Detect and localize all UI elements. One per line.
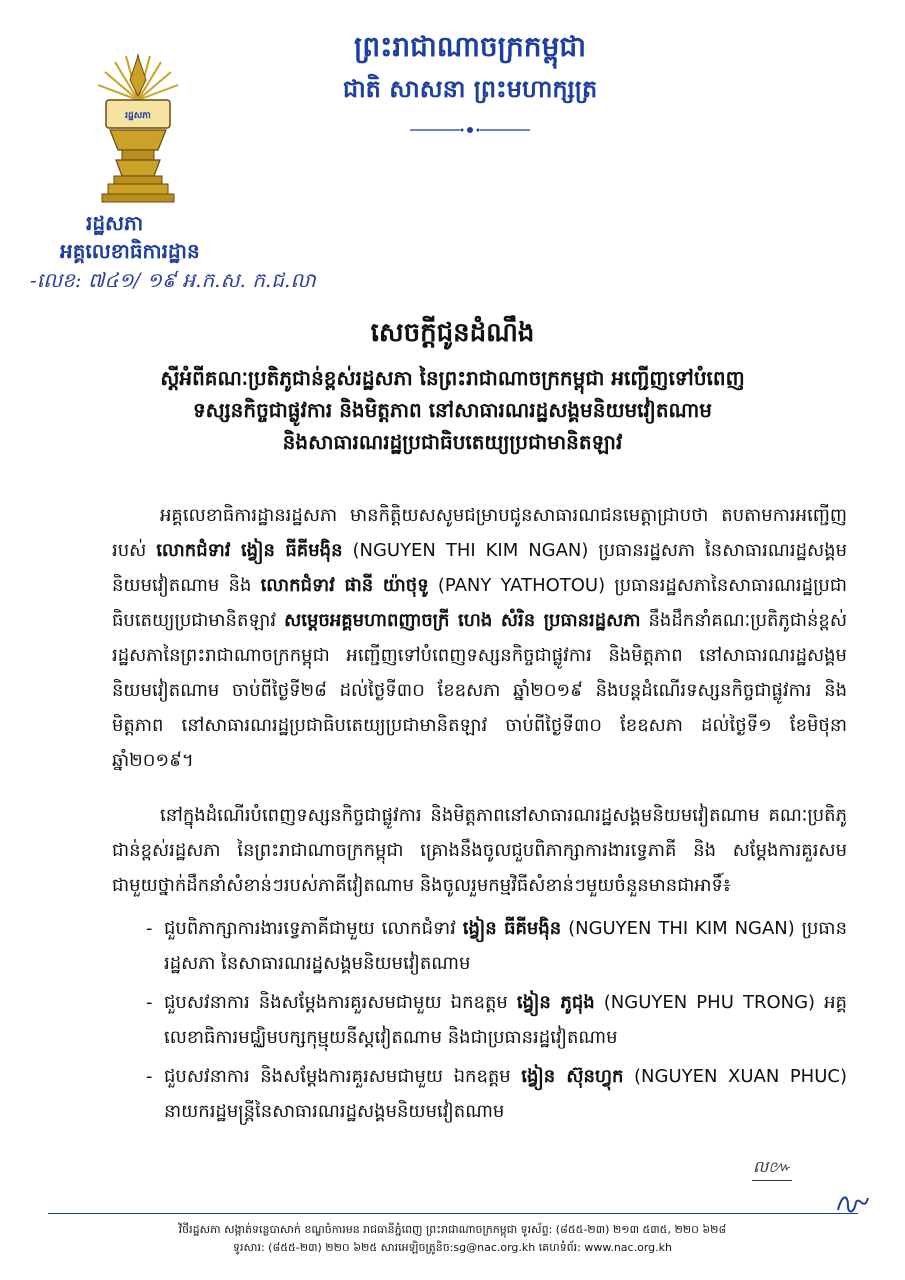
paragraph-announcement: អគ្គលេខាធិការដ្ឋានរដ្ឋសភា មានកិត្តិយសសូមជម្រាបជូនសាធារណជនមេត្តាជ្រាបថា តបតាមការអញ្ជើញរបស់ លោកជំទាវ ង្វៀន ធីគីមង៉ិន (NGUYEN THI KIM NGAN) ប្រធានរដ្ឋសភា នៃសាធារណរដ្ឋសង្គមនិយមវៀតណាម និង លោកជំទាវ ផានី យ៉ាថុទូ (PANY YATHOTOU) ប្រធានរដ្ឋសភានៃសាធារណរដ្ឋប្រជាធិបតេយ្យប្រជាមានិតឡាវ សម្តេចអគ្គមហាពញាចក្រី ហេង សំរិន ប្រធានរដ្ឋសភា នឹងដឹកនាំគណៈប្រតិភូជាន់ខ្ពស់រដ្ឋសភានៃព្រះរាជាណាចក្រកម្ពុជា អញ្ជើញទៅបំពេញទស្សនកិច្ចជាផ្លូវការ និងមិត្តភាព នៅសាធារណរដ្ឋសង្គមនិយមវៀតណាម ចាប់ពីថ្ងៃទី២៨ ដល់ថ្ងៃទី៣០ ខែឧសភា ឆ្នាំ២០១៩ និងបន្តដំណើរទស្សនកិច្ចជាផ្លូវការ និងមិត្តភាព នៅសាធារណរដ្ឋប្រជាធិបតេយ្យប្រជាមានិតឡាវ ចាប់ពីថ្ងៃទី៣០ ខែឧសភា ដល់ថ្ងៃទី១ ខែមិថុនា ឆ្នាំ២០១៩។ [112,505,847,771]
org-secretariat: អគ្គលេខាធិការដ្ឋាន [60,239,200,263]
name-nguyen-thi-kim-ngan: លោកជំទាវ ង្វៀន ធីគីមង៉ិន [156,540,343,561]
reference-number: -លេខ: ៧៤១/ ១៩ អ.ក.ស. ក.ជ.លា [30,268,316,292]
dash-bullet: - [146,918,153,939]
program-list [112,911,847,1129]
dash-bullet: - [146,992,153,1013]
paragraph-program: នៅក្នុងដំណើរបំពេញទស្សនកិច្ចជាផ្លូវការ និងមិត្តភាពនៅសាធារណរដ្ឋសង្គមនិយមវៀតណាម គណៈប្រតិភូជាន់ខ្ពស់រដ្ឋសភា នៃព្រះរាជាណាចក្រកម្ពុជា គ្រោងនឹងចូលជួបពិភាក្សាការងារទ្វេភាគី និង សម្តែងការគួរសមជាមួយថ្នាក់ដឹកនាំសំខាន់ៗរបស់ភាគីវៀតណាម និងចូលរួមកម្មវិធីសំខាន់ៗមួយចំនួនមានជាអាទិ៍៖ [112,805,847,896]
subject-line: ទស្សនកិច្ចជាផ្លូវការ និងមិត្តភាព នៅសាធារណរដ្ឋសង្គមនិយមវៀតណាម [192,398,712,422]
footer-rule [48,1213,858,1214]
document-body [112,498,847,1133]
dash-bullet: - [146,1066,153,1087]
kingdom-heading: ព្រះរាជាណាចក្រកម្ពុជា [353,30,586,63]
ornament-divider [405,120,535,140]
continuation-underline [752,1180,792,1181]
list-item: - ជួបពិភាក្សាការងារទ្វេភាគីជាមួយ លោកជំទាវ ង្វៀន ធីគីមង៉ិន (NGUYEN THI KIM NGAN) ប្រធានរដ្ឋសភា នៃសាធារណរដ្ឋសង្គមនិយមវៀតណាម [112,911,847,981]
subject-line: និងសាធារណរដ្ឋប្រជាធិបតេយ្យប្រជាមានិតឡាវ [282,430,623,454]
document-subject [60,362,845,458]
list-item: - ជួបសវនាការ និងសម្តែងការគួរសមជាមួយ ឯកឧត្តម ង្វៀន ភូជុង (NGUYEN PHU TRONG) អគ្គលេខាធិការមជ្ឈិមបក្សកុម្មុយនីស្តវៀតណាម និងជាប្រធានរដ្ឋវៀតណាម [112,985,847,1055]
footer-address: វិថីរដ្ឋសភា សង្កាត់ទន្លេបាសាក់ ខណ្ឌចំការមន រាជធានីភ្នំពេញ ព្រះរាជាណាចក្រកម្ពុជា ទូរស័ព្ទ: (៨៥៥-២៣) ២១៣ ៥៣៥, ២២០ ៦២៨ [178,1223,727,1236]
org-assembly: រដ្ឋសភា [86,211,144,235]
national-assembly-emblem [92,50,184,205]
continuation-mark: ល៚ [753,1157,791,1176]
subject-line: ស្តីអំពីគណៈប្រតិភូជាន់ខ្ពស់រដ្ឋសភា នៃព្រះរាជាណាចក្រកម្ពុជា អញ្ជើញទៅបំពេញ [160,366,745,390]
national-motto: ជាតិ សាសនា ព្រះមហាក្សត្រ [342,74,598,103]
name-heng-samrin: សម្តេចអគ្គមហាពញាចក្រី ហេង សំរិន ប្រធានរដ្ឋសភា [284,610,641,631]
list-item: - ជួបសវនាការ និងសម្តែងការគួរសមជាមួយ ឯកឧត្តម ង្វៀន ស៊ុនហ្វុក (NGUYEN XUAN PHUC) នាយករដ្ឋមន្ត្រីនៃសាធារណរដ្ឋសង្គមនិយមវៀតណាម [112,1059,847,1129]
document-title: សេចក្តីជូនដំណឹង [370,318,535,348]
footer-contact: ទូរសារ: (៨៥៥-២៣) ២២០ ៦២៥ សារអេឡិចត្រូនិច:sg@nac.org.kh គេហទំព័រ: www.nac.org.kh [233,1241,672,1254]
name-pany-yathotou: លោកជំទាវ ផានី យ៉ាថុទូ [260,575,429,596]
emblem-label: រដ្ឋសភា [125,111,151,121]
